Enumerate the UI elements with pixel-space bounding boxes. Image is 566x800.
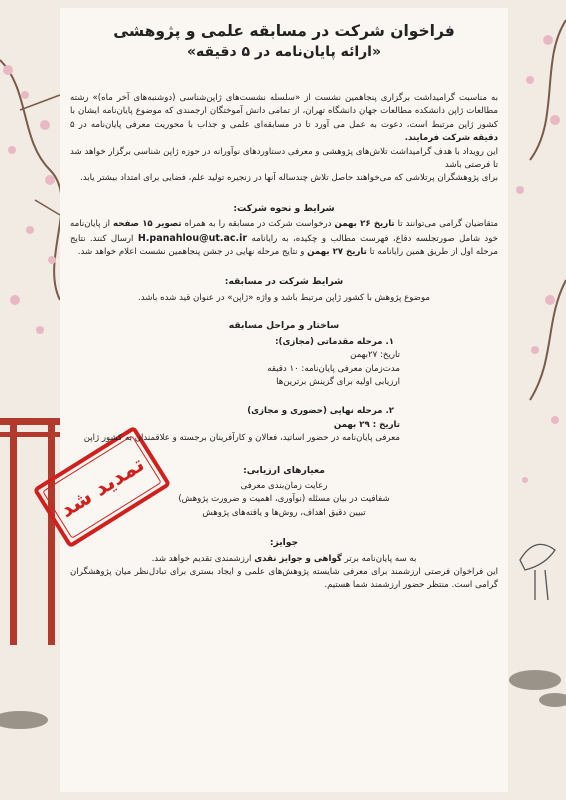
page-subtitle: «ارائه پایان‌نامه در ۵ دقیقه» (186, 44, 382, 60)
stage2-desc: معرفی پایان‌نامه در حضور اساتید، فعالان و کارآفرینان برجسته و علاقمندان به کشور ژاپن (83, 433, 400, 444)
structure-section (70, 319, 498, 445)
prizes-heading: جوایز: (269, 537, 299, 549)
eligibility-text: موضوع پژوهش با کشور ژاپن مرتبط باشد و واژه «ژاپن» در عنوان قید شده باشد. (137, 292, 430, 303)
prizes-line-1: به سه پایان‌نامه برتر گواهی و جوایز نقدی ارزشمندی تقدیم خواهد شد. (151, 553, 417, 564)
stage2-date: تاریخ : ۲۹ بهمن (333, 419, 400, 430)
stage1-time: مدت‌زمان معرفی پایان‌نامه: ۱۰ دقیقه (267, 363, 400, 374)
stage1-date: تاریخ: ۲۷بهمن (350, 350, 400, 361)
email-link[interactable]: H.panahlou@ut.ac.ir (137, 232, 248, 244)
announcement (70, 14, 498, 602)
prizes-line-2: این فراخوان فرصتی ارزشمند برای معرفی شایسته پژوهش‌های علمی و ایجاد بستری برای تبادل‌نظر میان پژوهشگران گرامی است. منتظر حضور ارزشمند شما هستیم. (70, 566, 498, 591)
stamp-text: تمدید شد (55, 451, 149, 523)
intro-paragraph-3: برای پژوهشگران پرتلاشی که می‌خواهند حاصل تلاش چندساله آنها در زنجیره تولید علم، فضایی برای امتداد بیشتر یابد. (79, 173, 498, 184)
structure-heading: ساختار و مراحل مسابقه (228, 320, 340, 332)
prizes-section (70, 536, 498, 593)
conditions-text: متقاضیان گرامی می‌توانند تا تاریخ ۲۶ بهمن درخواست شرکت در مسابقه را به همراه تصویر ۱۵ صفحه از پایان‌نامه خود شامل صورتجلسه دفاع، فهرست مطالب و چکیده، به رایانامه H.panahlou@ut.ac.ir ارسال کنند. نتایج مرحله اول از طریق همین رایانامه تا تاریخ ۲۷ بهمن و نتایج مرحله نهایی در جشن پنجاهمین نشست اعلام خواهد شد. (70, 219, 499, 258)
criteria-heading: معیارهای ارزیابی: (243, 464, 325, 476)
eligibility-heading: شرایط شرکت در مسابقه: (224, 276, 344, 288)
criteria-section (70, 464, 498, 521)
criteria-item: تبیین دقیق اهداف، روش‌ها و یافته‌های پژوهش (202, 507, 366, 518)
intro-section (70, 92, 498, 186)
page-title: فراخوان شرکت در مسابقه علمی و پژوهشی (113, 22, 455, 40)
intro-paragraph-2: این رویداد با هدف گرامیداشت تلاش‌های پژوهشی و معرفی دستاوردهای نوآورانه در حوزه ژاپن شناسی برگزار خواهد شد تا فرصتی باشد (70, 146, 498, 171)
criteria-item: رعایت زمان‌بندی معرفی (240, 480, 328, 491)
eligibility-section (70, 275, 498, 305)
stage1-eval: ارزیابی اولیه برای گزینش برترین‌ها (276, 376, 400, 387)
conditions-section (70, 202, 498, 260)
conditions-heading: شرایط و نحوه شرکت: (233, 202, 335, 214)
criteria-item: شفافیت در بیان مسئله (نوآوری، اهمیت و ضرورت پژوهش) (178, 494, 390, 505)
stage1-title: ۱. مرحله مقدماتی (مجازی): (275, 336, 394, 347)
intro-paragraph-1: به مناسبت گرامیداشت برگزاری پنجاهمین نشست از «سلسله نشست‌های ژاپن‌شناسی (دوشنبه‌های آخر ماه)» رشته مطالعات ژاپن دانشکده مطالعات جهان دانشگاه تهران، از تمامی دانش آموختگان ارجمندی که موضوع پایان‌نامه ایشان با کشور ژاپن مرتبط است، دعوت به عمل می آورد تا در مسابقه‌ای علمی و جذاب با محوریت معرفی پایان‌نامه در ۵ دقیقه شرکت فرمایند. (70, 93, 498, 144)
stage2-title: ۲. مرحله نهایی (حضوری و مجازی) (247, 406, 394, 417)
